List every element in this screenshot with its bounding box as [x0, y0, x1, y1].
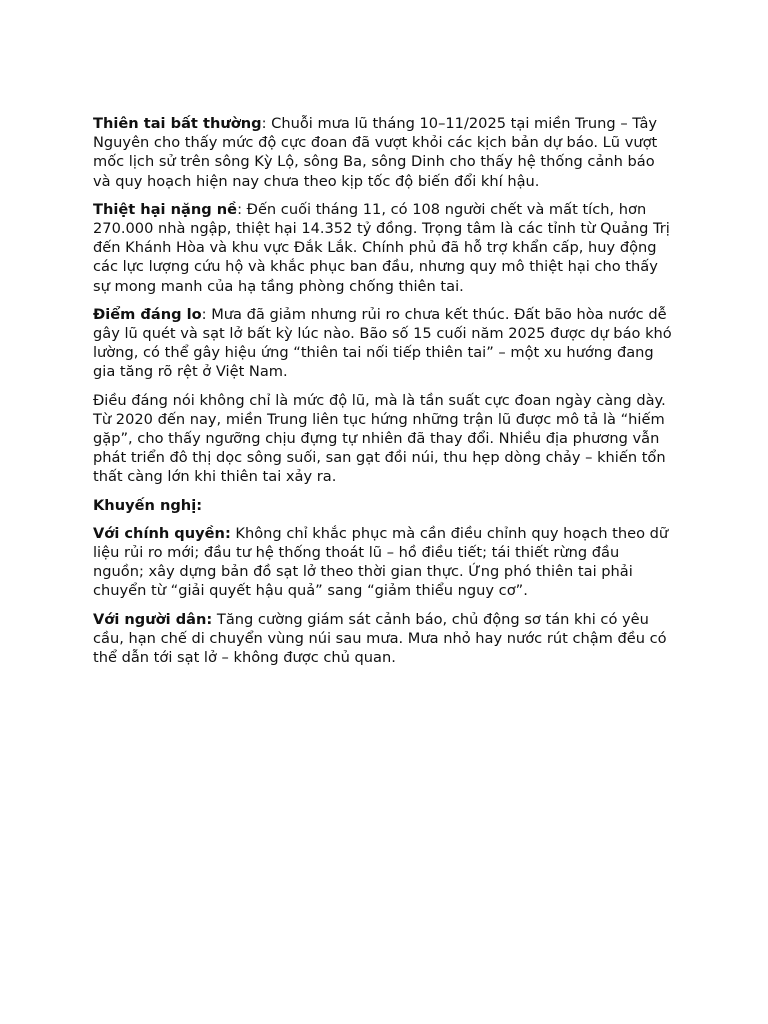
paragraph-heading: Với chính quyền: [93, 524, 231, 542]
paragraph-for-citizens [93, 610, 673, 668]
paragraph-heavy-damage [93, 200, 673, 296]
paragraph-frequency [93, 391, 673, 487]
paragraph-text: Điều đáng nói không chỉ là mức độ lũ, mà là tần suất cực đoan ngày càng dày. Từ 2020 đến nay, miền Trung liên tục hứng những trận lũ được mô tả là “hiếm gặp”, cho thấy ngưỡng chịu đựng tự nhiên đã thay đổi. Nhiều địa phương vẫn phát triển đô thị dọc sông suối, san gạt đồi núi, thu hẹp dòng chảy – khiến tổn thất càng lớn khi thiên tai xảy ra. [93, 391, 666, 486]
paragraph-text: : Đến cuối tháng 11, có 108 người chết và mất tích, hơn 270.000 nhà ngập, thiệt hại 14.352 tỷ đồng. Trọng tâm là các tỉnh từ Quảng Trị đến Khánh Hòa và khu vực Đắk Lắk. Chính phủ đã hỗ trợ khẩn cấp, huy động các lực lượng cứu hộ và khắc phục ban đầu, nhưng quy mô thiệt hại cho thấy sự mong manh của hạ tầng phòng chống thiên tai. [93, 200, 670, 295]
document-body [93, 114, 673, 676]
paragraph-heading: Khuyến nghị: [93, 496, 203, 514]
paragraph-for-government [93, 524, 673, 601]
paragraph-heading: Thiên tai bất thường [93, 115, 262, 132]
paragraph-text: : Chuỗi mưa lũ tháng 10–11/2025 tại miền Trung – Tây Nguyên cho thấy mức độ cực đoan đã vượt khỏi các kịch bản dự báo. Lũ vượt mốc lịch sử trên sông Kỳ Lộ, sông Ba, sông Dinh cho thấy hệ thống cảnh báo và quy hoạch hiện nay chưa theo kịp tốc độ biến đổi khí hậu. [93, 115, 658, 190]
paragraph-text: : Mưa đã giảm nhưng rủi ro chưa kết thúc. Đất bão hòa nước dễ gây lũ quét và sạt lở bất kỳ lúc nào. Bão số 15 cuối năm 2025 được dự báo khó lường, có thể gây hiệu ứng “thiên tai nối tiếp thiên tai” – một xu hướng đang gia tăng rõ rệt ở Việt Nam. [93, 305, 672, 381]
paragraph-heading: Với người dân: [93, 610, 213, 628]
paragraph-heading: Điểm đáng lo [93, 305, 202, 323]
paragraph-concern [93, 305, 673, 382]
paragraph-heading: Thiệt hại nặng nề [93, 200, 238, 218]
paragraph-text: Tăng cường giám sát cảnh báo, chủ động sơ tán khi có yêu cầu, hạn chế di chuyển vùng núi sau mưa. Mưa nhỏ hay nước rút chậm đều có thể dẫn tới sạt lở – không được chủ quan. [93, 610, 667, 667]
paragraph-abnormal-disaster [93, 114, 673, 191]
paragraph-text: Không chỉ khắc phục mà cần điều chỉnh quy hoạch theo dữ liệu rủi ro mới; đầu tư hệ thống thoát lũ – hồ điều tiết; tái thiết rừng đầu nguồn; xây dựng bản đồ sạt lở theo thời gian thực. Ứng phó thiên tai phải chuyển từ “giải quyết hậu quả” sang “giảm thiểu nguy cơ”. [93, 524, 669, 600]
paragraph-recommendations-heading [93, 496, 673, 515]
